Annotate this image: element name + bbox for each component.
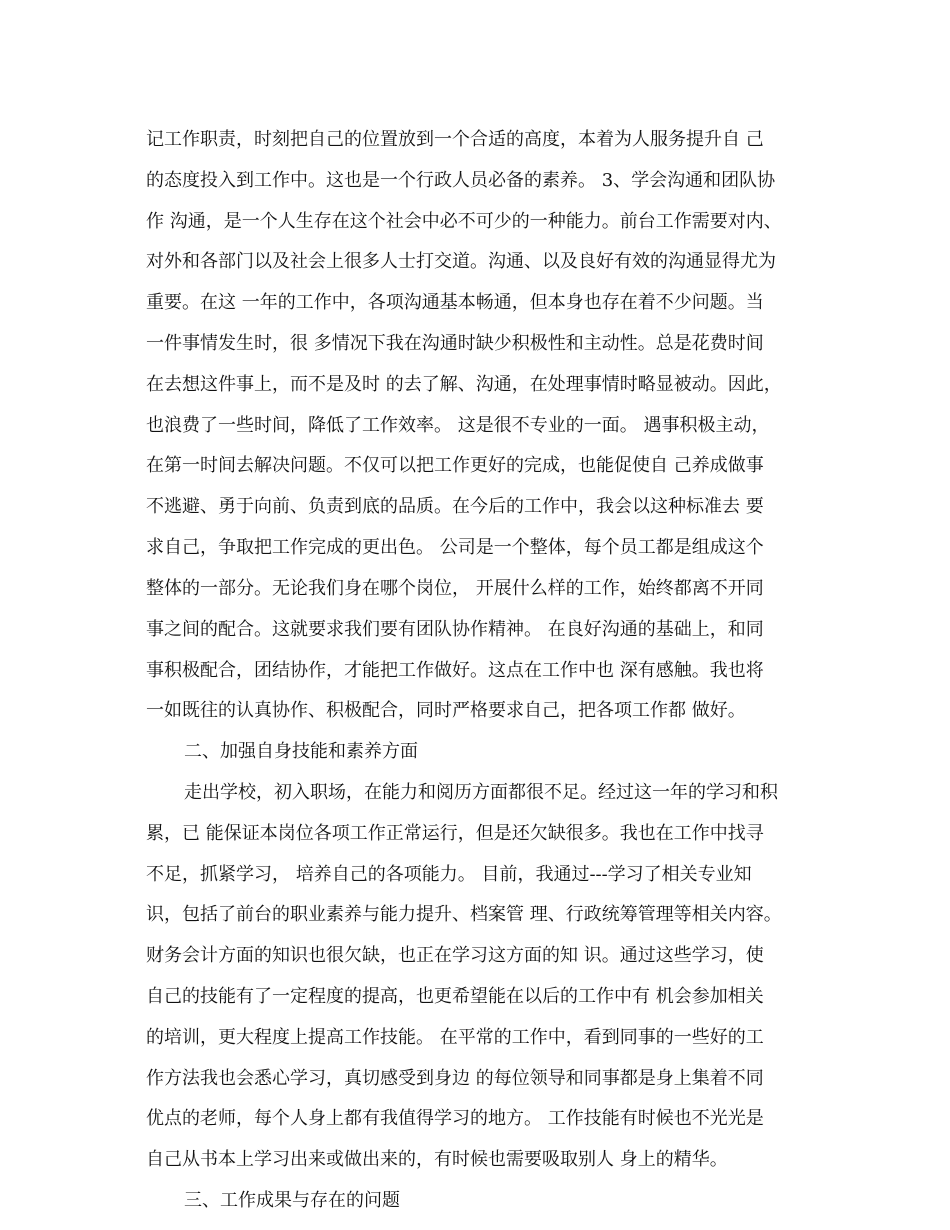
text-line: 作方法我也会悉心学习，真切感受到身边 的每位领导和同事都是身上集着不同 [146,1068,764,1089]
text-line: 求自己，争取把工作完成的更出色。 公司是一个整体，每个员工都是组成这个 [146,537,764,558]
text-line: 作 沟通，是一个人生存在这个社会中必不可少的一种能力。前台工作需要对内、 [146,211,782,232]
text-line: 财务会计方面的知识也很欠缺，也正在学习这方面的知 识。通过这些学习，使 [146,945,764,966]
text-line: 自己从书本上学习出来或做出来的，有时候也需要吸取别人 身上的精华。 [146,1149,728,1170]
text-line: 累，已 能保证本岗位各项工作正常运行，但是还欠缺很多。我也在工作中找寻 [146,823,764,844]
text-line: 自己的技能有了一定程度的提高，也更希望能在以后的工作中有 机会参加相关 [146,986,764,1007]
text-line: 一如既往的认真协作、积极配合，同时严格要求自己，把各项工作都 做好。 [146,700,746,721]
text-line: 整体的一部分。无论我们身在哪个岗位， 开展什么样的工作，始终都离不开同 [146,578,764,599]
text-line: 重要。在这 一年的工作中，各项沟通基本畅通，但本身也存在着不少问题。当 [146,292,764,313]
text-line: 优点的老师，每个人身上都有我值得学习的地方。 工作技能有时候也不光光是 [146,1108,764,1129]
text-line: 走出学校，初入职场，在能力和阅历方面都很不足。经过这一年的学习和积 [184,782,778,803]
section-heading: 二、加强自身技能和素养方面 [184,741,418,762]
text-line: 记工作职责，时刻把自己的位置放到一个合适的高度，本着为人服务提升自 己 [146,129,764,150]
text-line: 一件事情发生时，很 多情况下我在沟通时缺少积极性和主动性。总是花费时间 [146,333,764,354]
text-line: 在第一时间去解决问题。不仅可以把工作更好的完成，也能促使自 己养成做事 [146,455,764,476]
text-line: 识，包括了前台的职业素养与能力提升、档案管 理、行政统筹管理等相关内容。 [146,904,782,925]
text-line: 也浪费了一些时间，降低了工作效率。 这是很不专业的一面。 遇事积极主动， [146,415,770,436]
text-line: 不足，抓紧学习， 培养自己的各项能力。 目前，我通过---学习了相关专业知 [146,864,752,885]
text-line: 事之间的配合。这就要求我们要有团队协作精神。 在良好沟通的基础上，和同 [146,619,764,640]
text-line: 在去想这件事上，而不是及时 的去了解、沟通，在处理事情时略显被动。因此， [146,374,782,395]
section-heading: 三、工作成果与存在的问题 [184,1190,400,1211]
text-line: 对外和各部门以及社会上很多人士打交道。沟通、以及良好有效的沟通显得尤为 [146,251,776,272]
text-line: 事积极配合，团结协作，才能把工作做好。这点在工作中也 深有感触。我也将 [146,660,764,681]
text-line: 的态度投入到工作中。这也是一个行政人员必备的素养。 3、学会沟通和团队协 [146,170,776,191]
text-line: 的培训，更大程度上提高工作技能。 在平常的工作中，看到同事的一些好的工 [146,1027,764,1048]
text-line: 不逃避、勇于向前、负责到底的品质。在今后的工作中，我会以这种标准去 要 [146,496,764,517]
